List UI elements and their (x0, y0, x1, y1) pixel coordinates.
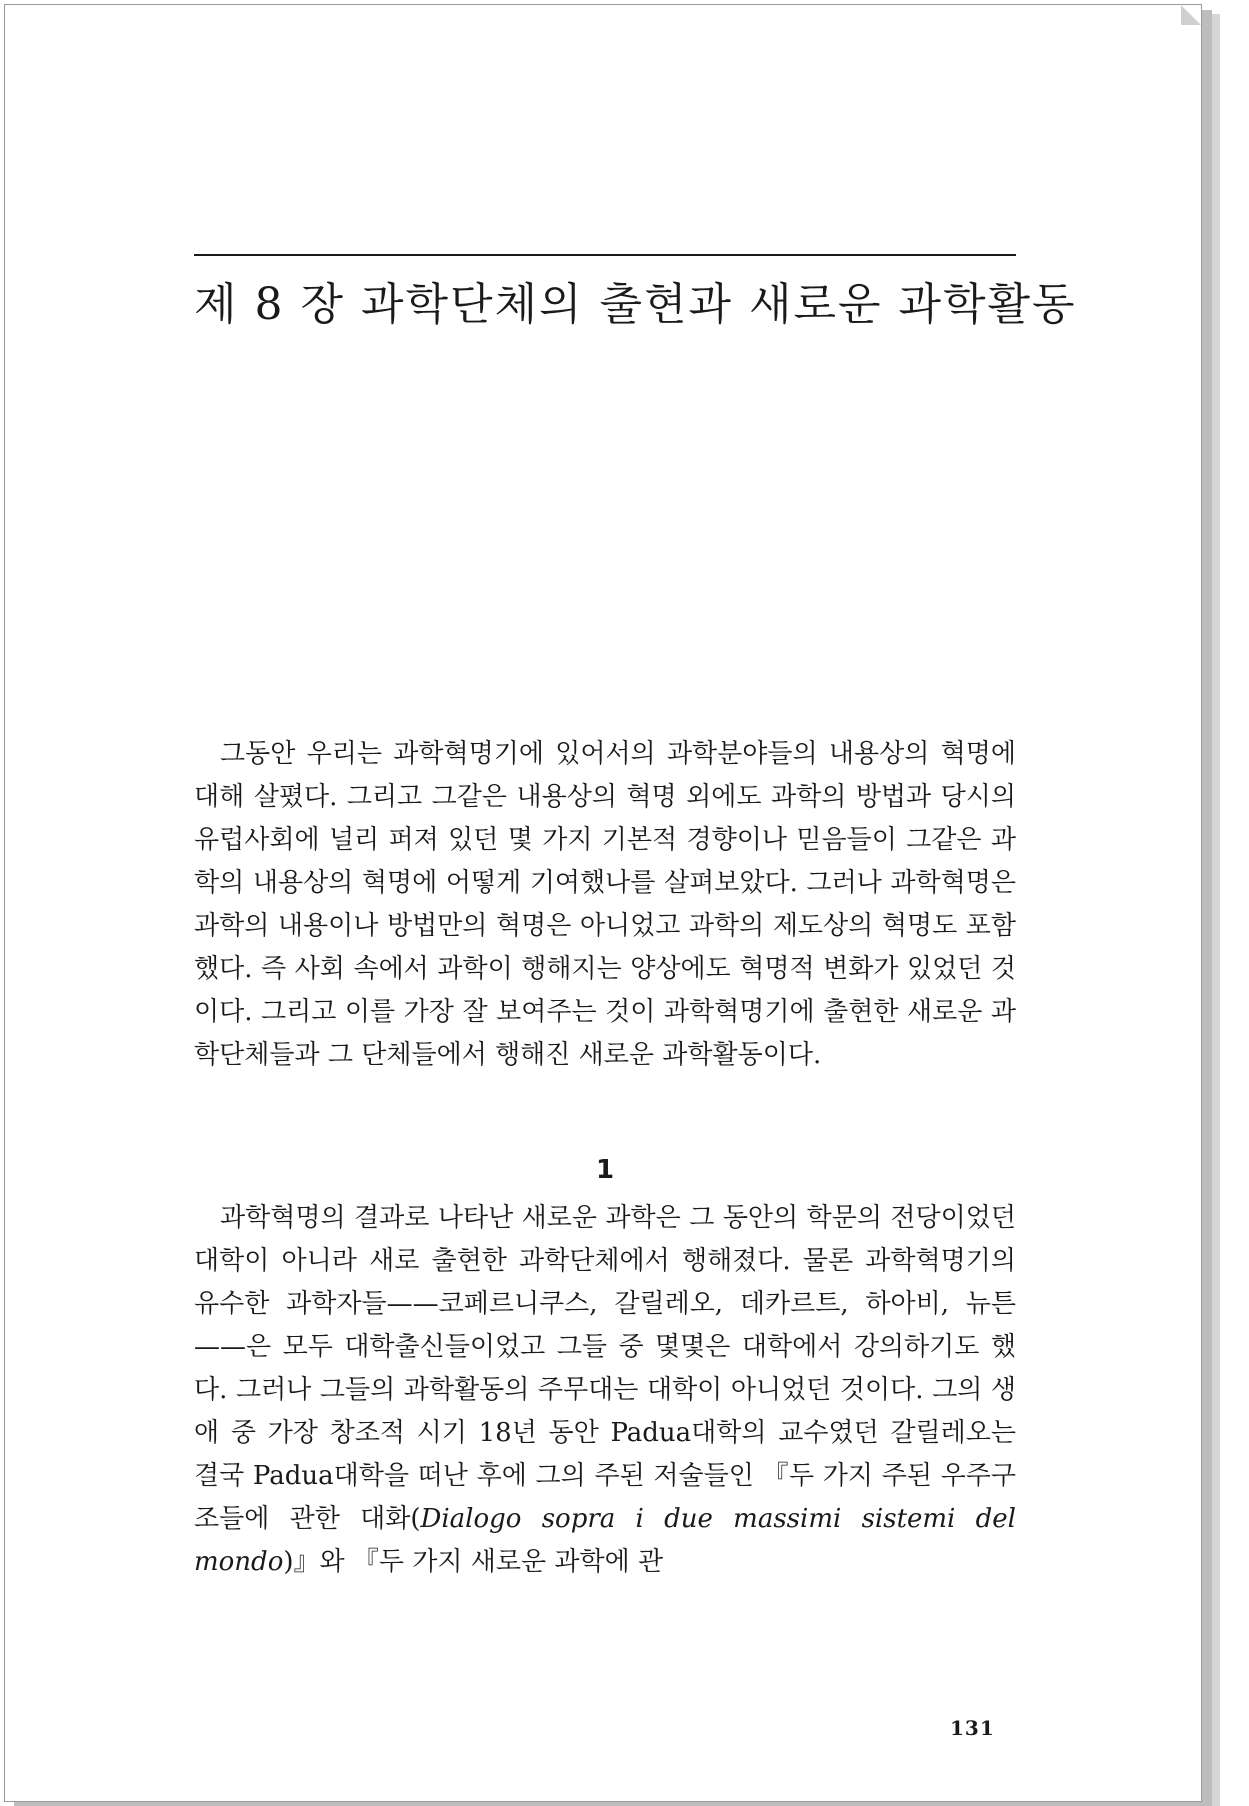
section-text-start: 과학혁명의 결과로 나타난 새로운 과학은 그 동안의 학문의 전당이었던 대학이 아니라 새로 출현한 과학단체에서 행해졌다. 물론 과학혁명기의 유수한 과학자들——코페르니쿠스, 갈릴레오, 데카르트, 하아비, 뉴튼——은 모두 대학출신들이었고 그들 중 몇몇은 대학에서 강의하기도 했다. 그러나 그들의 과학활동의 주무대는 대학이 아니었던 것이다. 그의 생애 중 가장 창조적 시기 18년 동안 Padua대학의 교수였던 갈릴레오는 결국 Padua대학을 떠난 후에 그의 주된 저술들인 『두 가지 주된 우주구조들에 관한 대화( (194, 1203, 1016, 1534)
section-text-end: )』와 『두 가지 새로운 과학에 관 (283, 1547, 664, 1577)
intro-paragraph: 그동안 우리는 과학혁명기에 있어서의 과학분야들의 내용상의 혁명에 대해 살폈다. 그리고 그같은 내용상의 혁명 외에도 과학의 방법과 당시의 유럽사회에 널리 퍼져 있던 몇 가지 기본적 경향이나 믿음들이 그같은 과학의 내용상의 혁명에 어떻게 기여했나를 살펴보았다. 그러나 과학혁명은 과학의 내용이나 방법만의 혁명은 아니었고 과학의 제도상의 혁명도 포함했다. 즉 사회 속에서 과학이 행해지는 양상에도 혁명적 변화가 있었던 것이다. 그리고 이를 가장 잘 보여주는 것이 과학혁명기에 출현한 새로운 과학단체들과 그 단체들에서 행해진 새로운 과학활동이다. (194, 739, 1016, 1070)
book-title-italic: Dialogo sopra i due massimi sistemi del mondo (194, 1504, 1016, 1577)
page-number: 131 (950, 1716, 995, 1740)
page-curl-corner (1181, 5, 1201, 25)
chapter-title: 제 8 장 과학단체의 출현과 새로운 과학활동 (194, 279, 1077, 330)
chapter-title-rule (194, 254, 1016, 256)
section-paragraph (194, 1197, 1016, 1584)
section-number: 1 (595, 1155, 615, 1185)
